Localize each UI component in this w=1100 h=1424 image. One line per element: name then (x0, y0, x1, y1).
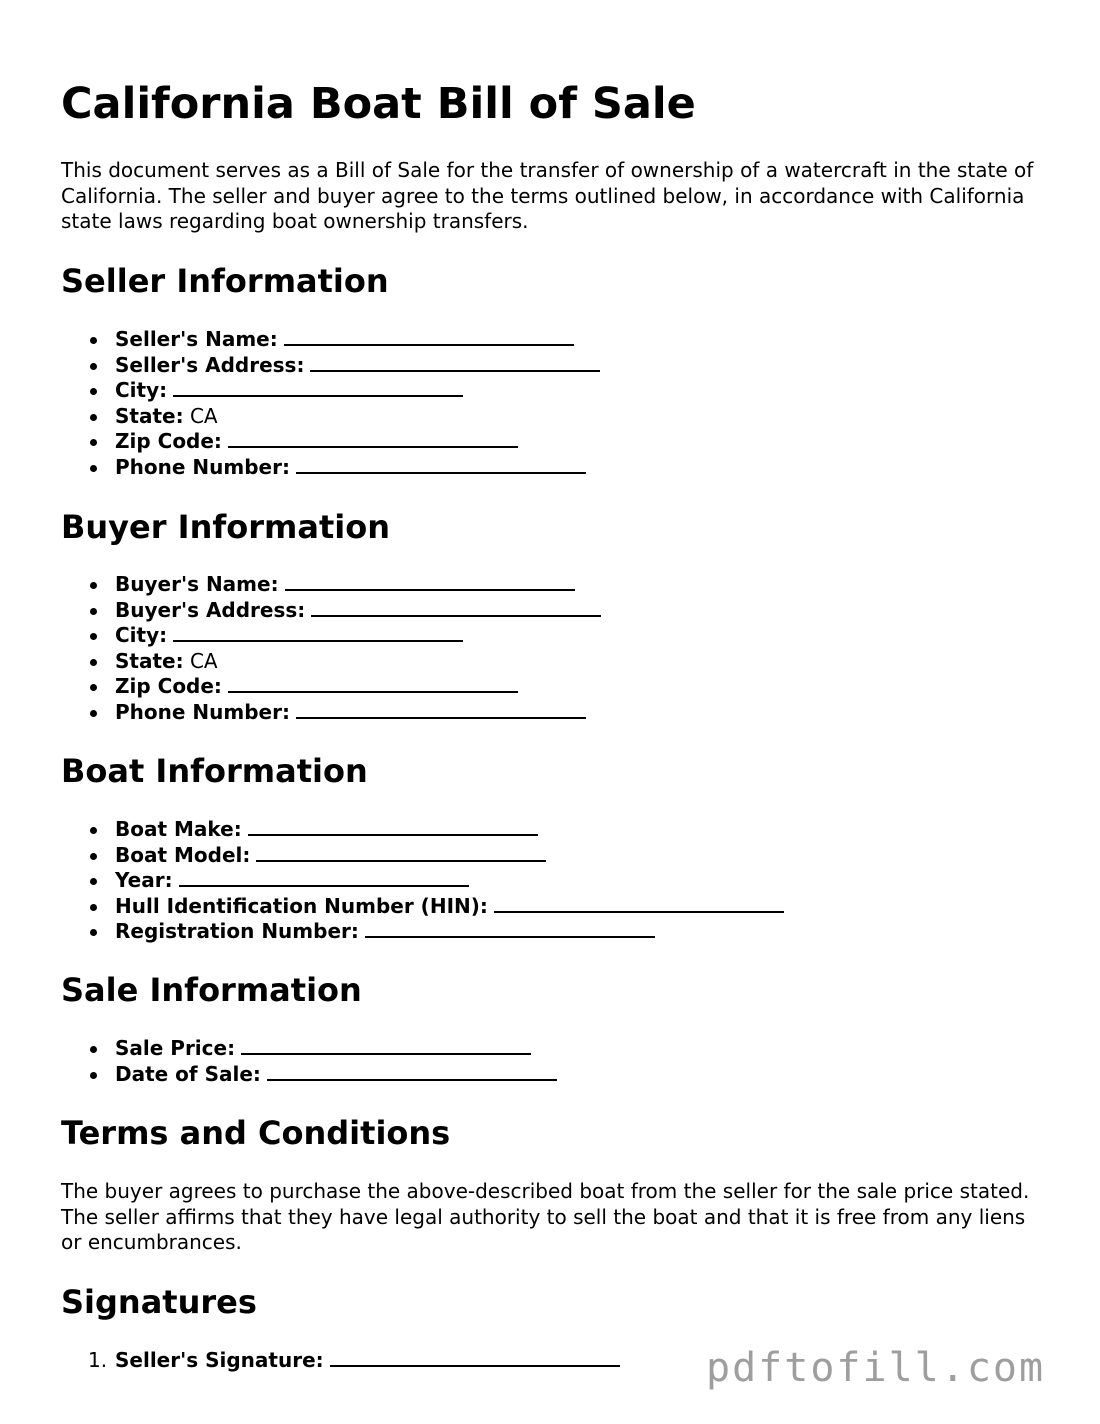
field-label: Boat Model: (115, 842, 251, 867)
field-label: Buyer's Address: (115, 597, 306, 622)
boat-hin-row (61, 894, 784, 920)
field-label: Zip Code: (115, 674, 222, 698)
seller-name-row (61, 327, 600, 353)
field-label: State: (115, 648, 184, 673)
field-label: Year: (115, 868, 173, 892)
field-label: Phone Number: (115, 454, 290, 479)
seller-signature-blank[interactable] (330, 1348, 620, 1367)
seller-zip-row (61, 429, 600, 455)
buyer-name-blank[interactable] (285, 572, 575, 591)
boat-registration-blank[interactable] (365, 919, 655, 938)
seller-phone-row (61, 455, 600, 481)
boat-year-row (61, 868, 784, 894)
seller-zip-blank[interactable] (228, 429, 518, 448)
field-label: Boat Make: (115, 817, 242, 841)
document-title: California Boat Bill of Sale (61, 79, 696, 129)
terms-heading: Terms and Conditions (61, 1114, 451, 1152)
field-label: Buyer's Name: (115, 572, 279, 596)
seller-state-value: CA (189, 403, 218, 428)
boat-year-blank[interactable] (179, 868, 469, 887)
buyer-city-row (61, 623, 601, 649)
seller-field-list (61, 327, 600, 480)
seller-address-row (61, 353, 600, 379)
seller-signature-row (61, 1348, 620, 1374)
boat-registration-row (61, 919, 784, 945)
buyer-zip-blank[interactable] (228, 674, 518, 693)
field-label: City: (115, 378, 168, 402)
buyer-name-row (61, 572, 601, 598)
field-label: State: (115, 403, 184, 428)
signatures-heading: Signatures (61, 1283, 257, 1321)
field-label: Seller's Signature: (115, 1348, 324, 1372)
boat-hin-blank[interactable] (494, 894, 784, 913)
field-label: Date of Sale: (115, 1061, 261, 1086)
seller-state-row (61, 404, 600, 430)
boat-make-blank[interactable] (248, 817, 538, 836)
boat-field-list (61, 817, 784, 945)
sale-price-blank[interactable] (241, 1036, 531, 1055)
boat-make-row (61, 817, 784, 843)
buyer-state-row (61, 649, 601, 675)
seller-address-blank[interactable] (310, 353, 600, 372)
field-label: Sale Price: (115, 1036, 236, 1060)
field-label: Phone Number: (115, 699, 290, 724)
sale-field-list (61, 1036, 557, 1087)
seller-city-row (61, 378, 600, 404)
field-label: City: (115, 623, 168, 647)
field-label: Seller's Address: (115, 352, 305, 377)
signature-list (61, 1348, 620, 1374)
buyer-phone-blank[interactable] (296, 700, 586, 719)
seller-city-blank[interactable] (173, 378, 463, 397)
buyer-zip-row (61, 674, 601, 700)
buyer-heading: Buyer Information (61, 508, 390, 546)
buyer-address-row (61, 598, 601, 624)
boat-heading: Boat Information (61, 752, 368, 790)
sale-heading: Sale Information (61, 971, 362, 1009)
watermark-text: pdftofill.com (706, 1345, 1046, 1391)
sale-price-row (61, 1036, 557, 1062)
seller-heading: Seller Information (61, 262, 389, 300)
buyer-field-list (61, 572, 601, 725)
boat-model-row (61, 843, 784, 869)
buyer-phone-row (61, 700, 601, 726)
field-label: Zip Code: (115, 429, 222, 453)
list-number: 1. (88, 1348, 108, 1372)
field-label: Seller's Name: (115, 327, 278, 351)
sale-date-row (61, 1062, 557, 1088)
buyer-address-blank[interactable] (311, 598, 601, 617)
seller-phone-blank[interactable] (296, 455, 586, 474)
buyer-city-blank[interactable] (173, 623, 463, 642)
seller-name-blank[interactable] (284, 327, 574, 346)
field-label: Registration Number: (115, 919, 359, 943)
boat-model-blank[interactable] (256, 843, 546, 862)
terms-paragraph: The buyer agrees to purchase the above-described boat from the seller for the sale price stated. The seller affirms that they have legal authority to sell the boat and that it is free from any liens or encumbrances. (61, 1179, 1030, 1254)
intro-paragraph: This document serves as a Bill of Sale for the transfer of ownership of a watercraft in the state of California. The seller and buyer agree to the terms outlined below, in accordance with California state laws regarding boat ownership transfers. (61, 158, 1034, 233)
field-label: Hull Identification Number (HIN): (115, 893, 488, 918)
buyer-state-value: CA (189, 648, 218, 673)
sale-date-blank[interactable] (267, 1062, 557, 1081)
